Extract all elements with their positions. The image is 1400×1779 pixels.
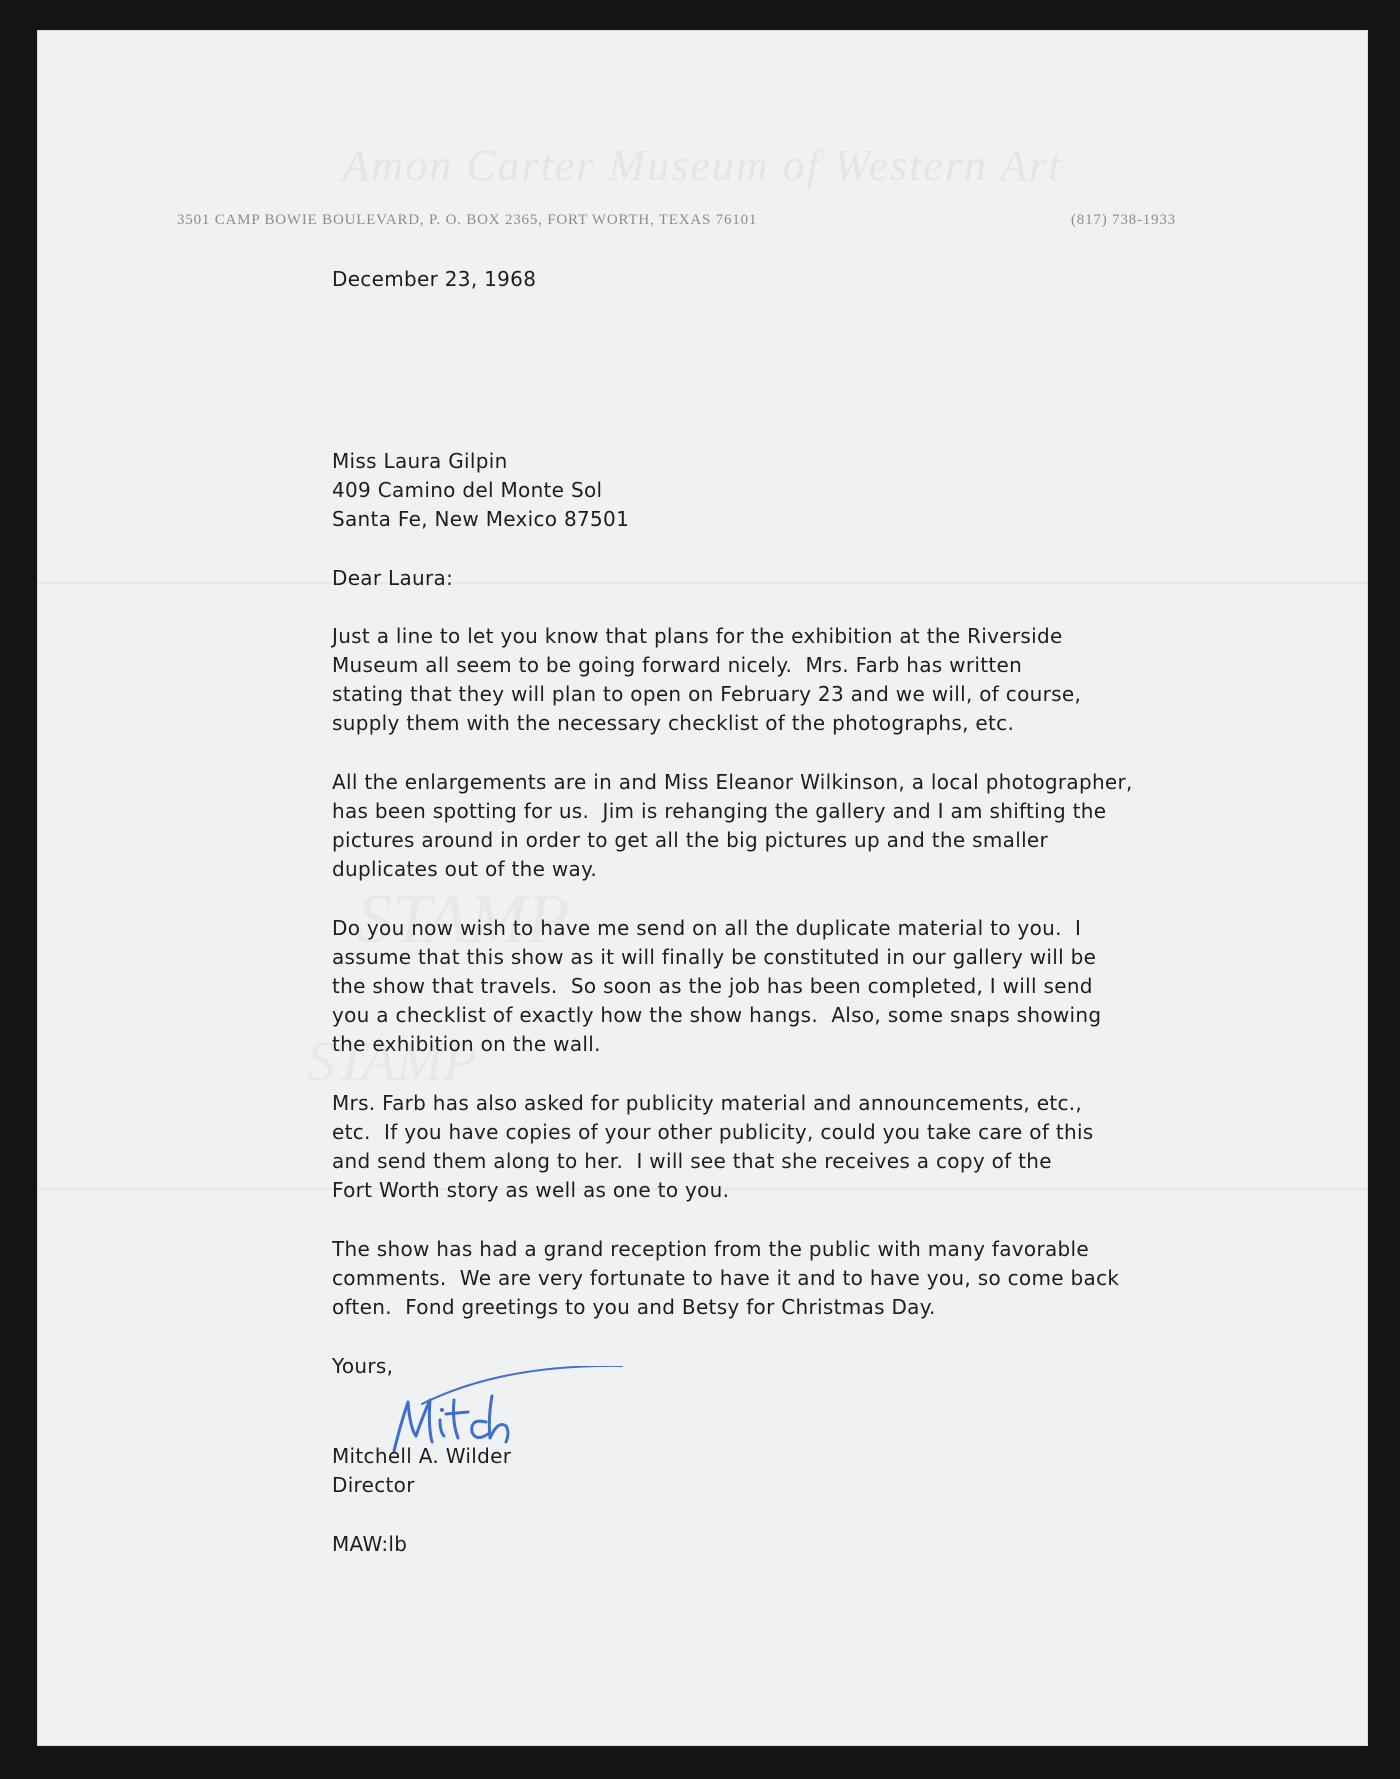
paragraph-line: Fort Worth story as well as one to you.	[332, 1178, 730, 1202]
letterhead-address: 3501 CAMP BOWIE BOULEVARD, P. O. BOX 2365, FORT WORTH, TEXAS 76101	[177, 212, 758, 228]
paragraph-line: the show that travels. So soon as the job has been completed, I will send	[332, 974, 1093, 998]
paragraph-line: pictures around in order to get all the big pictures up and the smaller	[332, 828, 1049, 852]
closing: Yours,	[332, 1354, 394, 1378]
letterhead-phone: (817) 738-1933	[1071, 212, 1176, 228]
paragraph-line: etc. If you have copies of your other publicity, could you take care of this	[332, 1120, 1094, 1144]
letter-date: December 23, 1968	[332, 267, 537, 291]
paragraph-line: the exhibition on the wall.	[332, 1032, 601, 1056]
paragraph-line: supply them with the necessary checklist of the photographs, etc.	[332, 711, 1015, 735]
signer-name: Mitchell A. Wilder	[332, 1444, 512, 1468]
paragraph-line: duplicates out of the way.	[332, 857, 598, 881]
paragraph-line: All the enlargements are in and Miss Eleanor Wilkinson, a local photographer,	[332, 770, 1133, 794]
fold-line	[37, 582, 1368, 584]
salutation: Dear Laura:	[332, 566, 454, 590]
letter-page	[37, 30, 1368, 1746]
paragraph-line: The show has had a grand reception from the public with many favorable	[332, 1237, 1089, 1261]
paragraph-line: often. Fond greetings to you and Betsy for Christmas Day.	[332, 1295, 936, 1319]
paragraph-line: Do you now wish to have me send on all the duplicate material to you. I	[332, 916, 1082, 940]
reference-initials: MAW:lb	[332, 1532, 408, 1556]
paragraph-line: and send them along to her. I will see that she receives a copy of the	[332, 1149, 1052, 1173]
recipient-street: 409 Camino del Monte Sol	[332, 478, 603, 502]
paragraph-line: you a checklist of exactly how the show hangs. Also, some snaps showing	[332, 1003, 1102, 1027]
recipient-city: Santa Fe, New Mexico 87501	[332, 507, 630, 531]
paragraph-line: Museum all seem to be going forward nicely. Mrs. Farb has written	[332, 653, 1023, 677]
signer-title: Director	[332, 1473, 415, 1497]
paragraph-line: comments. We are very fortunate to have it and to have you, so come back	[332, 1266, 1120, 1290]
paragraph-line: stating that they will plan to open on February 23 and we will, of course,	[332, 682, 1082, 706]
letterhead-watermark: Amon Carter Museum of Western Art	[342, 141, 1063, 190]
paragraph-line: Just a line to let you know that plans for the exhibition at the Riverside	[332, 624, 1063, 648]
paragraph-line: assume that this show as it will finally be constituted in our gallery will be	[332, 945, 1097, 969]
recipient-name: Miss Laura Gilpin	[332, 449, 508, 473]
paragraph-line: Mrs. Farb has also asked for publicity material and announcements, etc.,	[332, 1091, 1083, 1115]
paragraph-line: has been spotting for us. Jim is rehanging the gallery and I am shifting the	[332, 799, 1107, 823]
